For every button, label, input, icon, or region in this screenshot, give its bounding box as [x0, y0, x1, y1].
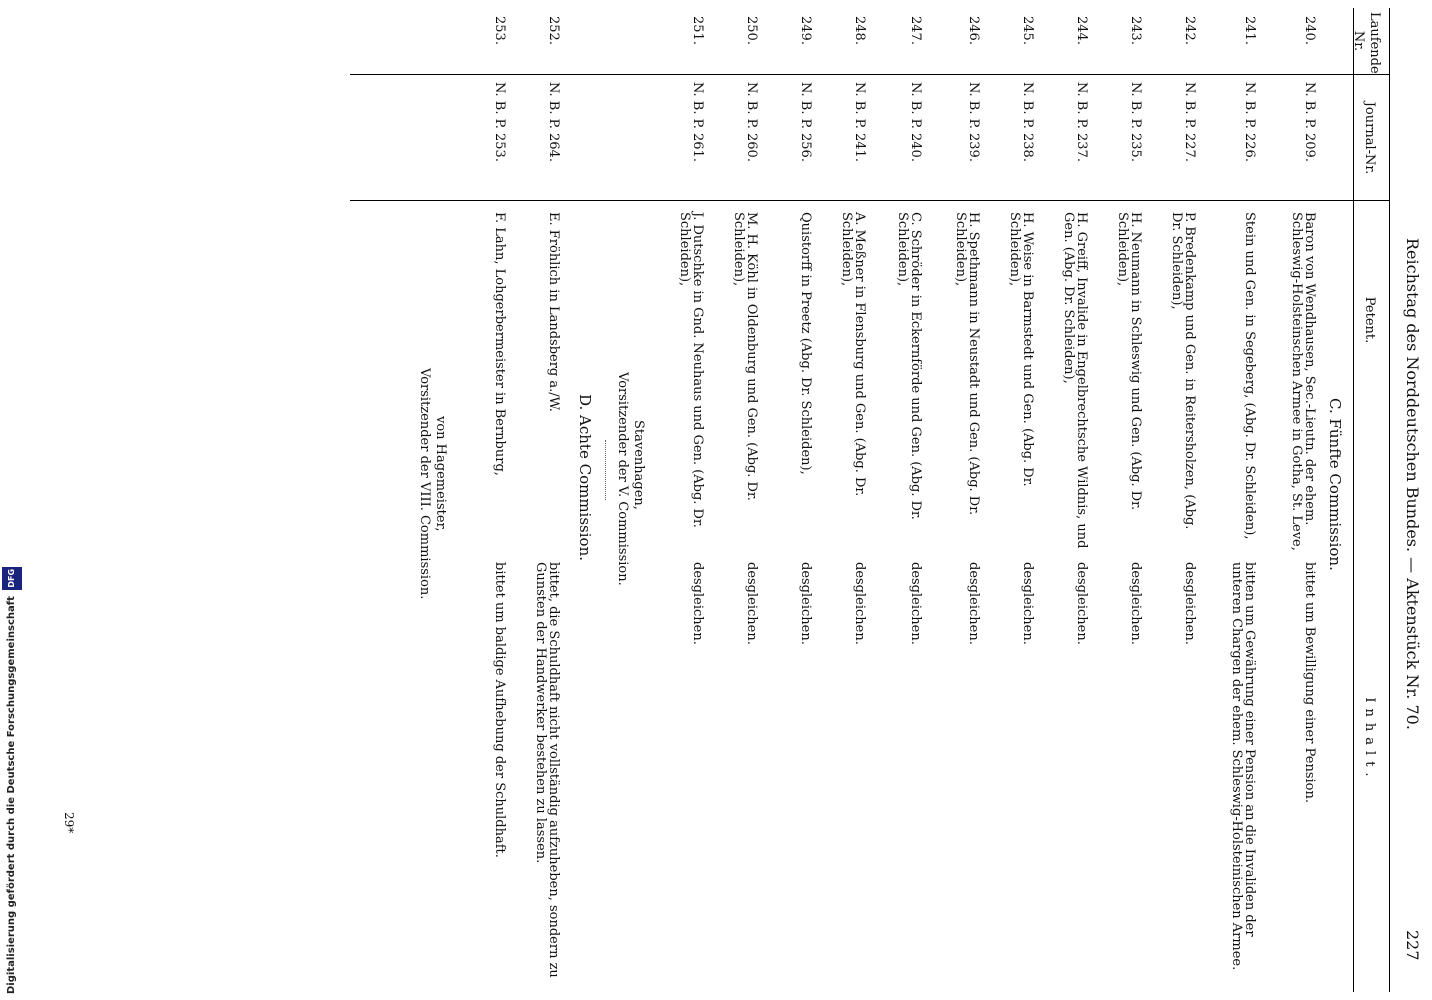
row-number: 248.	[852, 16, 867, 45]
inhalt-text: desgleichen.	[908, 562, 923, 645]
petent-text: P. Bredenkamp und Gen. in Reitersholzen, (Abg. Dr. Schleiden),	[1169, 212, 1197, 530]
page-number: 227	[1403, 930, 1422, 961]
journal-number: N. B. P. 237.	[1074, 82, 1089, 162]
petent-text: Stein und Gen. in Segeberg, (Abg. Dr. Schleiden),	[1242, 212, 1257, 540]
inhalt-text: bitten um Gewährung einer Pension an die Invaliden der unteren Chargen der ehem. Schleswig-Holsteinischen Armee.	[1229, 562, 1257, 971]
page-header-title: Reichstag des Norddeutschen Bundes. — Aktenstück Nr. 70.	[1403, 238, 1422, 730]
journal-number: N. B. P. 238.	[1020, 82, 1035, 162]
column-head-laufende-nr: Laufende Nr.	[1351, 12, 1382, 74]
petent-text: C. Schröder in Eckernförde und Gen. (Abg. Dr. Schleiden),	[895, 212, 923, 520]
row-number: 250.	[744, 16, 759, 45]
section-c-signature-role: Vorsitzender der V. Commission.	[615, 372, 630, 586]
petent-text: E. Fröhlich in Landsberg a./W.	[546, 212, 561, 412]
inhalt-text: desgleichen.	[798, 562, 813, 645]
journal-number: N. B. P. 260.	[744, 82, 759, 162]
digitization-text: Digitalisierung gefördert durch die Deutsche Forschungsgemeinschaft	[6, 596, 17, 994]
journal-number: N. B. P. 239.	[966, 82, 981, 162]
petent-text: J. Dutschke in Gnd. Neuhaus und Gen. (Abg. Dr. Schleiden),	[677, 212, 705, 528]
column-head-journal-nr: Journal-Nr.	[1362, 101, 1377, 175]
petent-text: H. Weise in Barmstedt und Gen. (Abg. Dr. Schleiden),	[1007, 212, 1035, 487]
journal-number: N. B. P. 227.	[1182, 82, 1197, 162]
section-c-signature-name: Stavenhagen,	[631, 420, 646, 510]
inhalt-text: desgleichen.	[1182, 562, 1197, 645]
journal-number: N. B. P. 226.	[1242, 82, 1257, 162]
column-head-inhalt: Inhalt.	[1362, 697, 1377, 783]
row-number: 246.	[966, 16, 981, 45]
petent-text: H. Greiff, Invalide in Engelbrechtsche Wildnis, und Gen. (Abg. Dr. Schleiden),	[1061, 212, 1089, 549]
table-top-rule	[1389, 8, 1390, 992]
row-number: 243.	[1128, 16, 1143, 45]
inhalt-text: bittet um Bewilligung einer Pension.	[1302, 562, 1317, 803]
inhalt-text: desgleichen.	[1020, 562, 1035, 645]
row-number: 241.	[1242, 16, 1257, 45]
row-number: 240.	[1302, 16, 1317, 45]
section-d-signature-name: von Hagemeister,	[433, 416, 448, 532]
journal-number: N. B. P. 264.	[546, 82, 561, 162]
petent-text: H. Neumann in Schleswig und Gen. (Abg. Dr. Schleiden),	[1115, 212, 1143, 511]
row-number: 251.	[690, 16, 705, 45]
table-header-rule	[1353, 8, 1354, 992]
journal-number: N. B. P. 241.	[852, 82, 867, 162]
petent-text: Baron von Wendhausen, Sec.-Lieutn. der ehem. Schleswig-Holsteinschen Armee in Gotha, St. Leve,	[1289, 212, 1317, 551]
journal-number: N. B. P. 209.	[1302, 82, 1317, 162]
journal-number: N. B. P. 261.	[690, 82, 705, 162]
inhalt-text: desgleichen.	[744, 562, 759, 645]
journal-number: N. B. P. 235.	[1128, 82, 1143, 162]
row-number: 249.	[798, 16, 813, 45]
inhalt-text: bittet um baldige Aufhebung der Schuldhaft.	[492, 562, 507, 858]
section-d-title: D. Achte Commission.	[576, 394, 594, 561]
journal-number: N. B. P. 253.	[492, 82, 507, 162]
digitization-credit	[2, 4, 24, 994]
section-divider	[605, 440, 606, 500]
dfg-logo: DFG	[2, 567, 22, 590]
inhalt-text: desgleichen.	[1074, 562, 1089, 645]
sheet-signature-mark: 29*	[62, 812, 76, 834]
row-number: 252.	[546, 16, 561, 45]
inhalt-text: desgleichen.	[690, 562, 705, 645]
petent-text: M. H. Köhl in Oldenburg und Gen. (Abg. Dr. Schleiden),	[731, 212, 759, 501]
row-number: 247.	[908, 16, 923, 45]
column-head-petent: Petent.	[1362, 296, 1377, 344]
inhalt-text: desgleichen.	[852, 562, 867, 645]
digitization-footer	[0, 0, 26, 1000]
petent-text: F. Lahn, Lohgerbermeister in Bernburg,	[492, 212, 507, 476]
row-number: 253.	[492, 16, 507, 45]
row-number: 244.	[1074, 16, 1089, 45]
section-d-signature-role: Vorsitzender der VIII. Commission.	[417, 368, 432, 600]
journal-number: N. B. P. 256.	[798, 82, 813, 162]
journal-number: N. B. P. 240.	[908, 82, 923, 162]
inhalt-text: desgleichen.	[1128, 562, 1143, 645]
row-number: 242.	[1182, 16, 1197, 45]
column-divider-2	[350, 200, 1390, 201]
petent-text: Quistorff in Preetz (Abg. Dr. Schleiden),	[798, 212, 813, 475]
petent-text: H. Spethmann in Neustadt und Gen. (Abg. Dr. Schleiden),	[953, 212, 981, 516]
section-c-title: C. Fünfte Commission.	[1326, 398, 1344, 571]
row-number: 245.	[1020, 16, 1035, 45]
inhalt-text: bittet, die Schuldhaft nicht vollständig aufzuheben, sondern zu Gunsten der Handwerker bestehen zu lassen.	[533, 562, 561, 978]
petent-text: A. Meßner in Flensburg und Gen. (Abg. Dr. Schleiden),	[839, 212, 867, 497]
column-divider-1	[350, 74, 1390, 75]
inhalt-text: desgleichen.	[966, 562, 981, 645]
